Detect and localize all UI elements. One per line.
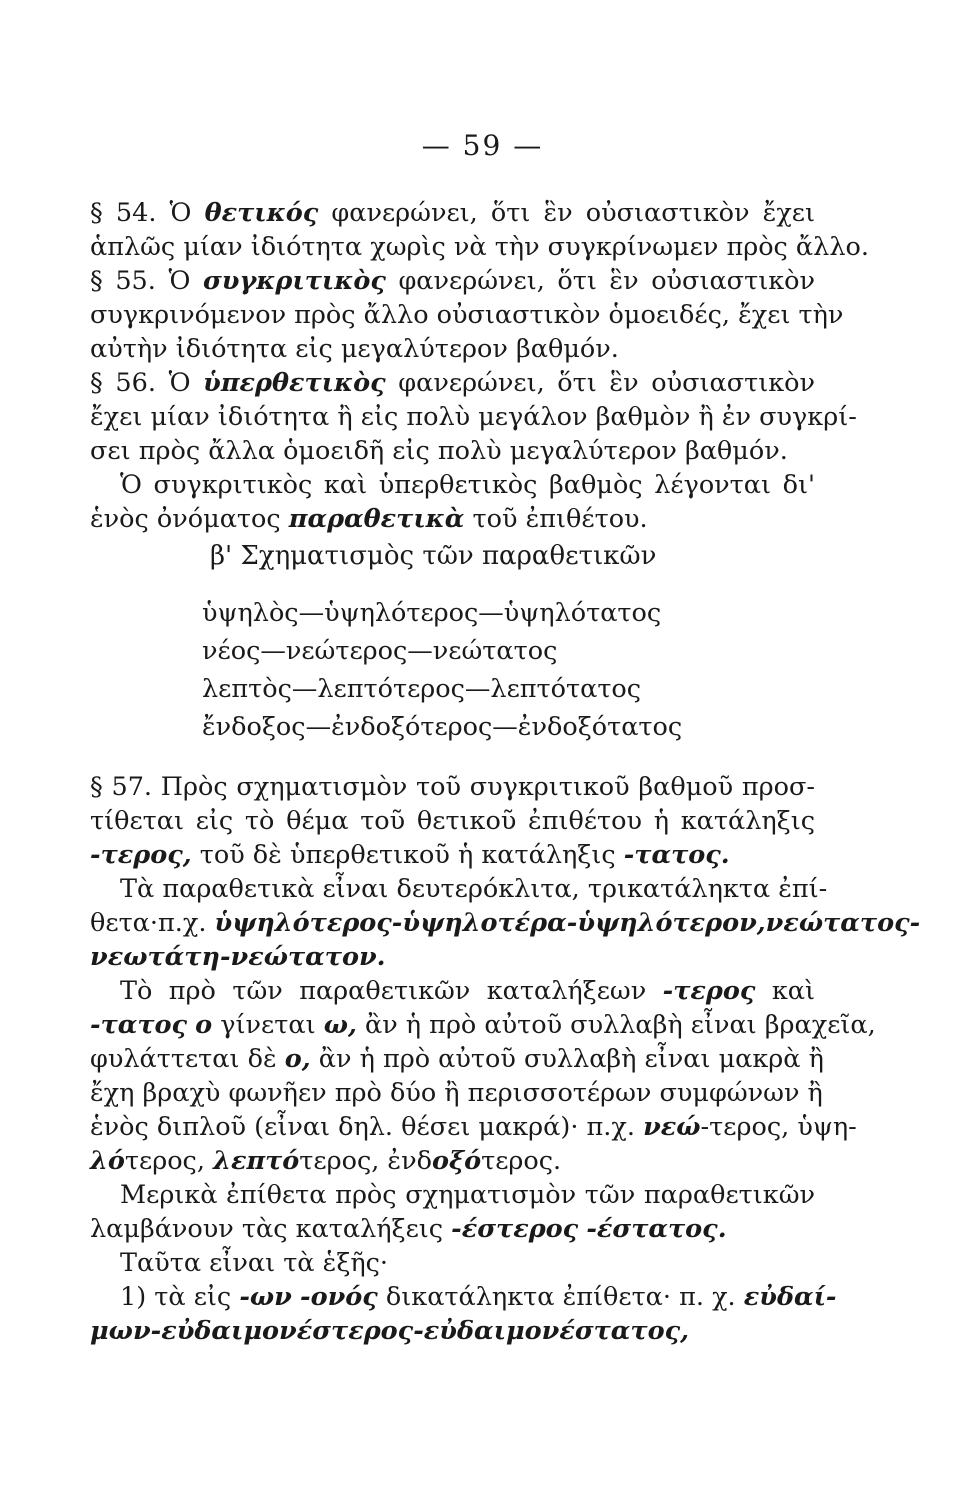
section-57-line-2: τίθεται εἰς τὸ θέμα τοῦ θετικοῦ ἐπιθέτου ἡ κατάληξις [90, 806, 815, 836]
term-synkritikos: συγκριτικὸς [202, 266, 386, 296]
section-57-line-10: ἔχη βραχὺ φωνῆεν πρὸ δύο ἢ περισσοτέρων συμφώνων ἢ [90, 1078, 823, 1108]
section-57-line-9: φυλάττεται δὲ ο, ἂν ἡ πρὸ αὐτοῦ συλλαβὴ εἶναι μακρὰ ἢ [90, 1044, 824, 1074]
suffix-teros: -τερος [662, 976, 756, 1006]
letter-omicron: ο [195, 1010, 213, 1040]
term-thetikos: θετικός [204, 198, 319, 228]
section-56-line-1: § 56. Ὁ ὑπερθετικὸς φανερώνει, ὅτι ἓν οὐσιαστικὸν [90, 368, 815, 398]
section-55-line-3: αὐτὴν ἰδιότητα εἰς μεγαλύτερον βαθμόν. [90, 334, 619, 364]
section-56-line-5: ἑνὸς ὀνόματος παραθετικὰ τοῦ ἐπιθέτου. [90, 504, 648, 534]
suffix-esteros: -έστερος [451, 1214, 579, 1244]
page-number-header: — 59 — [421, 129, 544, 162]
section-57-line-12: λότερος, λεπτότερος, ἐνδοξότερος. [90, 1146, 562, 1176]
suffix-tatos: -τατος [90, 1010, 188, 1040]
section-57-line-7: Τὸ πρὸ τῶν παραθετικῶν καταλήξεων -τερος καὶ [120, 976, 816, 1006]
term-parathetika: παραθετικὰ [288, 504, 465, 534]
example-forms: νεωτάτη-νεώτατον. [90, 942, 386, 972]
section-57-line-14: λαμβάνουν τὰς καταλήξεις -έστερος -έστατος. [90, 1214, 727, 1244]
section-55-line-2: συγκρινόμενον πρὸς ἄλλο οὐσιαστικὸν ὁμοειδές, ἔχει τὴν [90, 300, 844, 330]
section-57-line-11: ἑνὸς διπλοῦ (εἶναι δηλ. θέσει μακρά)· π.χ. νεώ-τερος, ὑψη- [90, 1112, 857, 1142]
section-54-line-2: ἁπλῶς μίαν ἰδιότητα χωρὶς νὰ τὴν συγκρίνωμεν πρὸς ἄλλο. [90, 232, 869, 262]
comparison-row: νέος—νεώτερος—νεώτατος [202, 636, 558, 666]
section-57-line-6 [90, 940, 815, 974]
section-marker: § 54. [90, 198, 157, 228]
term-hyperthetikos: ὑπερθετικὸς [203, 368, 386, 398]
section-57-line-17 [90, 1314, 815, 1348]
section-57-line-1: § 57. Πρὸς σχηματισμὸν τοῦ συγκριτικοῦ βαθμοῦ προσ- [90, 772, 816, 802]
suffix-onos: -ονός [299, 1282, 378, 1312]
example-forms: μων-εὐδαιμονέστερος-εὐδαιμονέστατος, [90, 1316, 689, 1346]
letter-omega: ω, [323, 1010, 357, 1040]
section-57-line-15: Ταῦτα εἶναι τὰ ἑξῆς· [120, 1248, 389, 1278]
section-57-line-5: θετα·π.χ. ὑψηλότερος-ὑψηλοτέρα-ὑψηλότερον,νεώτατος- [90, 908, 921, 938]
section-57-line-3: -τερος, τοῦ δὲ ὑπερθετικοῦ ἡ κατάληξις -τατος. [90, 840, 730, 870]
section-marker: § 57. [90, 772, 153, 802]
suffix-tatos: -τατος. [623, 840, 730, 870]
section-57-line-13: Μερικὰ ἐπίθετα πρὸς σχηματισμὸν τῶν παραθετικῶν [120, 1180, 815, 1210]
section-56-line-4: Ὁ συγκριτικὸς καὶ ὑπερθετικὸς βαθμὸς λέγονται δι' [120, 470, 815, 500]
letter-omicron: ο, [284, 1044, 311, 1074]
section-55-line-1: § 55. Ὁ συγκριτικὸς φανερώνει, ὅτι ἓν οὐσιαστικὸν [90, 266, 815, 296]
suffix-on: -ων [239, 1282, 292, 1312]
section-56-line-3: σει πρὸς ἄλλα ὁμοειδῆ εἰς πολὺ μεγαλύτερον βαθμόν. [90, 436, 788, 466]
subheading: β' Σχηματισμὸς τῶν παραθετικῶν [210, 541, 657, 571]
comparison-row: λεπτὸς—λεπτότερος—λεπτότατος [202, 674, 642, 704]
example-forms: ὑψηλότερος-ὑψηλοτέρα-ὑψηλότερον,νεώτατος- [214, 908, 921, 938]
comparison-row: ἔνδοξος—ἐνδοξότερος—ἐνδοξότατος [202, 712, 683, 742]
section-54-line-1: § 54. Ὁ θετικός φανερώνει, ὅτι ἓν οὐσιαστικὸν ἔχει [90, 198, 815, 228]
suffix-estatos: -έστατος. [586, 1214, 727, 1244]
section-57-line-4: Τὰ παραθετικὰ εἶναι δευτερόκλιτα, τρικατάληκτα ἐπί- [120, 874, 828, 904]
section-marker: § 55. [90, 266, 156, 296]
section-57-line-16: 1) τὰ εἰς -ων -ονός δικατάληκτα ἐπίθετα· π. χ. εὐδαί- [120, 1282, 837, 1312]
section-57-line-8: -τατος ο γίνεται ω, ἂν ἡ πρὸ αὐτοῦ συλλαβὴ εἶναι βραχεῖα, [90, 1010, 876, 1040]
section-marker: § 56. [90, 368, 156, 398]
section-56-line-2: ἔχει μίαν ἰδιότητα ἢ εἰς πολὺ μεγάλον βαθμὸν ἢ ἐν συγκρί- [90, 402, 857, 432]
comparison-row: ὑψηλὸς—ὑψηλότερος—ὑψηλότατος [202, 598, 662, 628]
suffix-teros: -τερος, [90, 840, 192, 870]
